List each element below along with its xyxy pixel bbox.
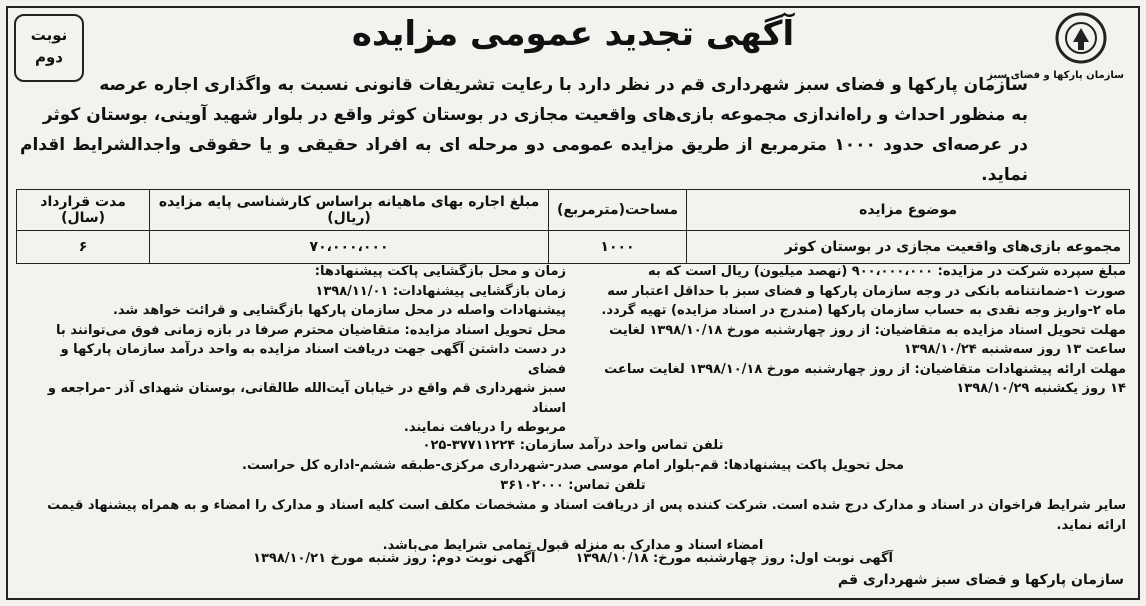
text-line: ۱۴ روز یکشنبه ۱۳۹۸/۱۰/۲۹ xyxy=(956,381,1126,396)
text-line: مبلغ سپرده شرکت در مزایده: ۹۰۰،۰۰۰،۰۰۰ (نهصد میلیون) ریال است که به xyxy=(648,264,1126,279)
text-line: ماه ۲-واریز وجه نقدی به حساب سازمان پارکها (مندرج در اسناد مزایده) تهیه گردد. xyxy=(601,303,1126,318)
phone-unit: تلفن تماس واحد درآمد سازمان: ۳۷۷۱۱۲۲۴-۰۲۵ xyxy=(422,438,724,453)
round-label: نوبت xyxy=(30,26,68,44)
round-value: دوم xyxy=(34,48,63,66)
logo-caption: سازمان پارکها و فضای سبز xyxy=(987,70,1124,81)
text-line: زمان بازگشایی پیشنهادات: ۱۳۹۸/۱۱/۰۱ xyxy=(315,283,566,299)
header-subject: موضوع مزایده xyxy=(687,190,1130,231)
auction-table xyxy=(16,189,1130,264)
text-line: در دست داشتن آگهی جهت دریافت اسناد مزایده به واحد درآمد سازمان پارکها و فضای xyxy=(60,342,566,377)
text-line: زمان و محل بازگشایی پاکت پیشنهادها: xyxy=(314,264,566,279)
deposit-and-deadlines xyxy=(570,262,1126,399)
text-line: ساعت ۱۳ روز سه‌شنبه ۱۳۹۸/۱۰/۲۴ xyxy=(903,342,1126,357)
intro-paragraph xyxy=(20,70,1028,190)
text-line: سبز شهرداری قم واقع در خیابان آیت‌الله طالقانی، بوستان شهدای آذر -مراجعه و اسناد xyxy=(47,381,566,416)
intro-line: در عرصه‌ای حدود ۱۰۰۰ مترمربع از طریق مزایده عمومی دو مرحله ای به افراد حقیقی و یا حقوقی واجدالشرایط اقدام نماید. xyxy=(20,135,1028,185)
cell-duration: ۶ xyxy=(17,231,150,264)
conditions-note: امضاء اسناد و مدارک به منزله قبول تمامی شرایط می‌باشد. xyxy=(382,538,764,553)
delivery-location: محل تحویل پاکت پیشنهادها: قم-بلوار امام موسی صدر-شهرداری مرکزی-طبقه ششم-اداره کل حراست. xyxy=(242,458,904,473)
text-line: مهلت ارائه پیشنهادات متقاضیان: از روز چهارشنبه مورخ ۱۳۹۸/۱۰/۱۸ لغایت ساعت xyxy=(604,361,1126,377)
page-title: آگهی تجدید عمومی مزایده xyxy=(351,14,795,54)
text-line: مربوطه را دریافت نمایند. xyxy=(403,420,566,435)
conditions: سایر شرایط فراخوان در اسناد و مدارک درج شده است. شرکت کننده پس از دریافت اسناد و مشخصات مکلف است کلیه اسناد و مدارک را امضاء و به همراه پیشنهاد قیمت ارائه نماید. xyxy=(47,498,1126,533)
intro-line: به منظور احداث و راه‌اندازی مجموعه بازی‌های واقعیت مجازی در بوستان کوثر واقع در بلوار شهید آوینی، بوستان کوثر xyxy=(42,105,1028,125)
phone: تلفن تماس: ۳۶۱۰۲۰۰۰ xyxy=(500,478,646,493)
contact-and-conditions xyxy=(20,436,1126,556)
header-duration: مدت قرارداد (سال) xyxy=(17,190,150,231)
header-rent: مبلغ اجاره بهای ماهیانه براساس کارشناسی پایه مزایده (ریال) xyxy=(150,190,549,231)
cell-rent: ۷۰،۰۰۰،۰۰۰ xyxy=(150,231,549,264)
text-line: مهلت تحویل اسناد مزایده به متقاضیان: از روز چهارشنبه مورخ ۱۳۹۸/۱۰/۱۸ لغایت xyxy=(609,322,1126,338)
intro-line: سازمان پارکها و فضای سبز شهرداری قم در نظر دارد با رعایت تشریفات قانونی نسبت به واگذاری اجاره عرصه xyxy=(99,75,1028,95)
publication-dates xyxy=(20,551,1126,566)
opening-and-documents xyxy=(20,262,566,438)
cell-area: ۱۰۰۰ xyxy=(548,231,686,264)
second-publication: آگهی نوبت دوم: روز شنبه مورخ ۱۳۹۸/۱۰/۲۱ xyxy=(253,551,536,566)
signature: سازمان پارکها و فضای سبز شهرداری قم xyxy=(837,572,1124,588)
cell-subject: مجموعه بازی‌های واقعیت مجازی در بوستان کوثر xyxy=(687,231,1130,264)
text-line: پیشنهادات واصله در محل سازمان پارکها بازگشایی و قرائت خواهد شد. xyxy=(112,303,566,318)
text-line: محل تحویل اسناد مزایده: متقاضیان محترم صرفا در بازه زمانی فوق می‌توانند با xyxy=(56,322,566,338)
header-area: مساحت(مترمربع) xyxy=(548,190,686,231)
first-publication: آگهی نوبت اول: روز چهارشنبه مورخ: ۱۳۹۸/۱۰/۱۸ xyxy=(575,551,893,566)
table-row xyxy=(17,231,1130,264)
table-header-row xyxy=(17,190,1130,231)
text-line: صورت ۱-ضمانتنامه بانکی در وجه سازمان پارکها و فضای سبز با حداقل اعتبار سه xyxy=(607,283,1126,299)
